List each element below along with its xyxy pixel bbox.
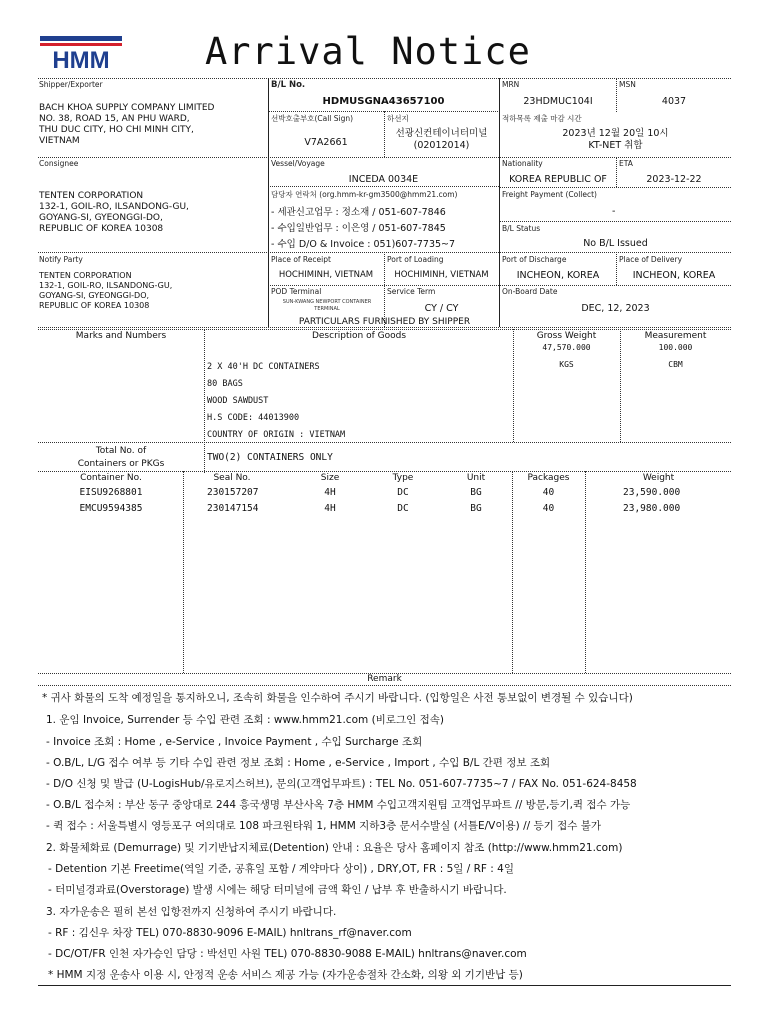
remark-line: - RF : 김신우 차장 TEL) 070-8830-9096 E-MAIL) hnltrans_rf@naver.com [48, 927, 412, 939]
pod-terminal-label: POD Terminal [271, 287, 322, 296]
shipper-line: THU DUC CITY, HO CHI MINH CITY, [39, 125, 194, 135]
type: DC [397, 503, 409, 514]
total-label: Total No. of [95, 446, 147, 456]
notify-block [39, 271, 172, 311]
meas-unit: CBM [668, 360, 683, 369]
unload-place-line: (02012014) [413, 140, 470, 151]
seal-no: 230157207 [207, 487, 259, 498]
remark-line: 1. 운임 Invoice, Surrender 등 수입 관련 조회 : www.hmm21.com (비로그인 접속) [46, 714, 444, 726]
notify-line: GOYANG-SI, GYEONGGI-DO, [39, 291, 150, 300]
contact-line: - 수입 D/O & Invoice : 051)607-7735~7 [271, 239, 456, 250]
goods-line: COUNTRY OF ORIGIN : VIETNAM [207, 430, 346, 440]
deadline-line: 2023년 12월 20일 10시 [562, 128, 669, 139]
freight-value: - [612, 206, 616, 217]
discharge-value: INCHEON, KOREA [516, 270, 600, 281]
col-header-type: Type [392, 473, 414, 483]
remark-line: - DC/OT/FR 인천 자가승인 담당 : 박선민 사원 TEL) 070-8830-9088 E-MAIL) hnltrans@naver.com [48, 948, 527, 960]
pod-terminal-value: SUN-KWANG NEWPORT CONTAINER TERMINAL [282, 299, 372, 312]
col-header-size: Size [320, 473, 340, 483]
onboard-label: On-Board Date [502, 287, 558, 296]
notify-line: TENTEN CORPORATION [39, 271, 132, 280]
weight: 23,590.000 [623, 487, 681, 498]
vessel-value: INCEDA 0034E [348, 174, 419, 185]
bl-status-label: B/L Status [502, 224, 541, 233]
marks-header: Marks and Numbers [75, 331, 167, 341]
call-sign-value: V7A2661 [304, 137, 348, 148]
total-label: Containers or PKGs [77, 459, 165, 469]
goods-description [207, 359, 345, 444]
goods-line: 80 BAGS [207, 379, 243, 389]
bl-label: B/L No. [271, 80, 306, 90]
eta-label: ETA [619, 159, 633, 168]
unit: BG [470, 503, 482, 514]
goods-line: H.S CODE: 44013900 [207, 413, 300, 423]
size: 4H [324, 503, 336, 514]
contact-line: - 수입일반업무 : 이은영 / 051-607-7845 [271, 223, 446, 234]
shipper-line: BACH KHOA SUPPLY COMPANY LIMITED [39, 103, 215, 113]
remark-title: Remark [367, 674, 402, 684]
service-term-value: CY / CY [424, 303, 459, 314]
unload-place-line: 선광신컨테이너터미널 [395, 128, 488, 139]
gross-unit: KGS [559, 360, 574, 369]
meas-value: 100.000 [658, 343, 693, 352]
deadline-label: 적하목록 제출 마감 시간 [502, 114, 582, 123]
bl-number: HDMUSGNA43657100 [322, 96, 445, 107]
meas-header: Measurement [644, 331, 707, 341]
container-no: EMCU9594385 [79, 503, 143, 514]
remark-line: * HMM 지정 운송사 이용 시, 안정적 운송 서비스 제공 가능 (자가운송절차 간소화, 의왕 외 기기반납 등) [48, 969, 523, 981]
remark-line: - 퀵 접수 : 서울특별시 영등포구 여의대로 108 파크원타워 1, HMM 지하3층 문서수발실 (서틀E/V이용) // 등기 접수 불가 [46, 820, 602, 832]
call-sign-label: 선박호출부호(Call Sign) [271, 114, 354, 123]
unload-place-value [384, 128, 499, 152]
gross-header: Gross Weight [536, 331, 597, 341]
bl-status-value: No B/L Issued [583, 238, 648, 249]
particulars-title: PARTICULARS FURNISHED BY SHIPPER [298, 317, 471, 327]
contact-block [271, 205, 455, 253]
loading-value: HOCHIMINH, VIETNAM [394, 270, 489, 280]
remark-line: - O.B/L 접수처 : 부산 동구 중앙대로 244 흥국생명 부산사옥 7층 HMM 수입고객지원팀 고객업무파트 // 방문,등기,퀵 접수 가능 [46, 799, 631, 811]
deadline-value [500, 128, 731, 152]
consignee-line: 132-1, GOIL-RO, ILSANDONG-GU, [39, 202, 189, 212]
col-header-unit: Unit [466, 473, 486, 483]
msn-label: MSN [619, 80, 636, 89]
unload-place-label: 하선지 [387, 114, 409, 123]
onboard-value: DEC, 12, 2023 [581, 303, 650, 314]
col-header-packages: Packages [527, 473, 570, 483]
discharge-label: Port of Discharge [502, 255, 567, 264]
remark-line: - Detention 기본 Freetime(역일 기준, 공휴일 포함 / 계약마다 상이) , DRY,OT, FR : 5일 / RF : 4일 [48, 863, 515, 875]
notify-label: Notify Party [39, 255, 83, 264]
packages: 40 [542, 487, 555, 498]
page-title: Arrival Notice [205, 30, 531, 73]
packages: 40 [542, 503, 555, 514]
desc-header: Description of Goods [311, 331, 407, 341]
col-header-seal: Seal No. [213, 473, 251, 483]
contact-line: - 세관신고업무 : 정소재 / 051-607-7846 [271, 207, 446, 218]
remark-line: - Invoice 조회 : Home , e-Service , Invoice Payment , 수입 Surcharge 조회 [46, 736, 423, 748]
col-header-container: Container No. [80, 473, 142, 483]
loading-label: Port of Loading [387, 255, 444, 264]
col-header-weight: Weight [642, 473, 675, 483]
weight: 23,980.000 [623, 503, 681, 514]
hmm-logo [40, 36, 122, 70]
unit: BG [470, 487, 482, 498]
remark-line: 3. 자가운송은 필히 본선 입항전까지 신청하여 주시기 바랍니다. [46, 906, 337, 918]
total-value: TWO(2) CONTAINERS ONLY [207, 452, 333, 463]
goods-line: 2 X 40'H DC CONTAINERS [207, 362, 320, 372]
mrn-label: MRN [502, 80, 520, 89]
type: DC [397, 487, 409, 498]
shipper-line: VIETNAM [39, 136, 80, 146]
consignee-line: TENTEN CORPORATION [39, 191, 144, 201]
seal-no: 230147154 [207, 503, 259, 514]
consignee-line: GOYANG-SI, GYEONGGI-DO, [39, 213, 163, 223]
shipper-label: Shipper/Exporter [39, 80, 103, 89]
remark-line: - O.B/L, L/G 접수 여부 등 기타 수입 관련 정보 조회 : Home , e-Service , Import , 수입 B/L 간편 정보 조회 [46, 757, 551, 769]
notify-line: 132-1, GOIL-RO, ILSANDONG-GU, [39, 281, 173, 290]
gross-value: 47,570.000 [542, 343, 591, 352]
notify-line: REPUBLIC OF KOREA 10308 [39, 301, 150, 310]
receipt-label: Place of Receipt [271, 255, 331, 264]
shipper-line: NO. 38, ROAD 15, AN PHU WARD, [39, 114, 190, 124]
shipper-block [39, 103, 214, 147]
delivery-label: Place of Delivery [619, 255, 683, 264]
vessel-label: Vessel/Voyage [271, 159, 325, 168]
delivery-value: INCHEON, KOREA [632, 270, 716, 281]
freight-label: Freight Payment (Collect) [502, 190, 597, 199]
mrn-value: 23HDMUC104I [523, 96, 593, 107]
msn-value: 4037 [661, 96, 687, 107]
nationality-value: KOREA REPUBLIC OF [509, 174, 607, 185]
remark-line: * 귀사 화물의 도착 예정일을 통지하오니, 조속히 화물을 인수하여 주시기 바랍니다. (입항일은 사전 통보없이 변경될 수 있습니다) [42, 692, 633, 704]
logo-text: HMM [52, 47, 110, 70]
receipt-value: HOCHIMINH, VIETNAM [278, 270, 374, 280]
eta-value: 2023-12-22 [646, 174, 702, 185]
size: 4H [324, 487, 336, 498]
nationality-label: Nationality [502, 159, 543, 168]
goods-line: WOOD SAWDUST [207, 396, 269, 406]
remark-line: - 터미널경과료(Overstorage) 발생 시에는 해당 터미널에 금액 확인 / 납부 후 반출하시기 바랍니다. [48, 884, 507, 896]
consignee-label: Consignee [39, 159, 79, 168]
remark-line: 2. 화물체화료 (Demurrage) 및 기기반납지체료(Detention) 안내 : 요율은 당사 홈페이지 참조 (http://www.hmm21.com) [46, 842, 623, 854]
service-term-label: Service Term [387, 287, 436, 296]
consignee-block [39, 191, 189, 235]
deadline-line: KT-NET 취합 [588, 140, 643, 151]
remark-line: - D/O 신청 및 발급 (U-LogisHub/유로지스허브), 문의(고객업무파트) : TEL No. 051-607-7735~7 / FAX No. 051-624-8458 [46, 778, 637, 790]
container-no: EISU9268801 [79, 487, 143, 498]
consignee-line: REPUBLIC OF KOREA 10308 [39, 224, 164, 234]
contact-label: 담당자 연락처 (org.hmm-kr-gm3500@hmm21.com) [271, 190, 458, 199]
